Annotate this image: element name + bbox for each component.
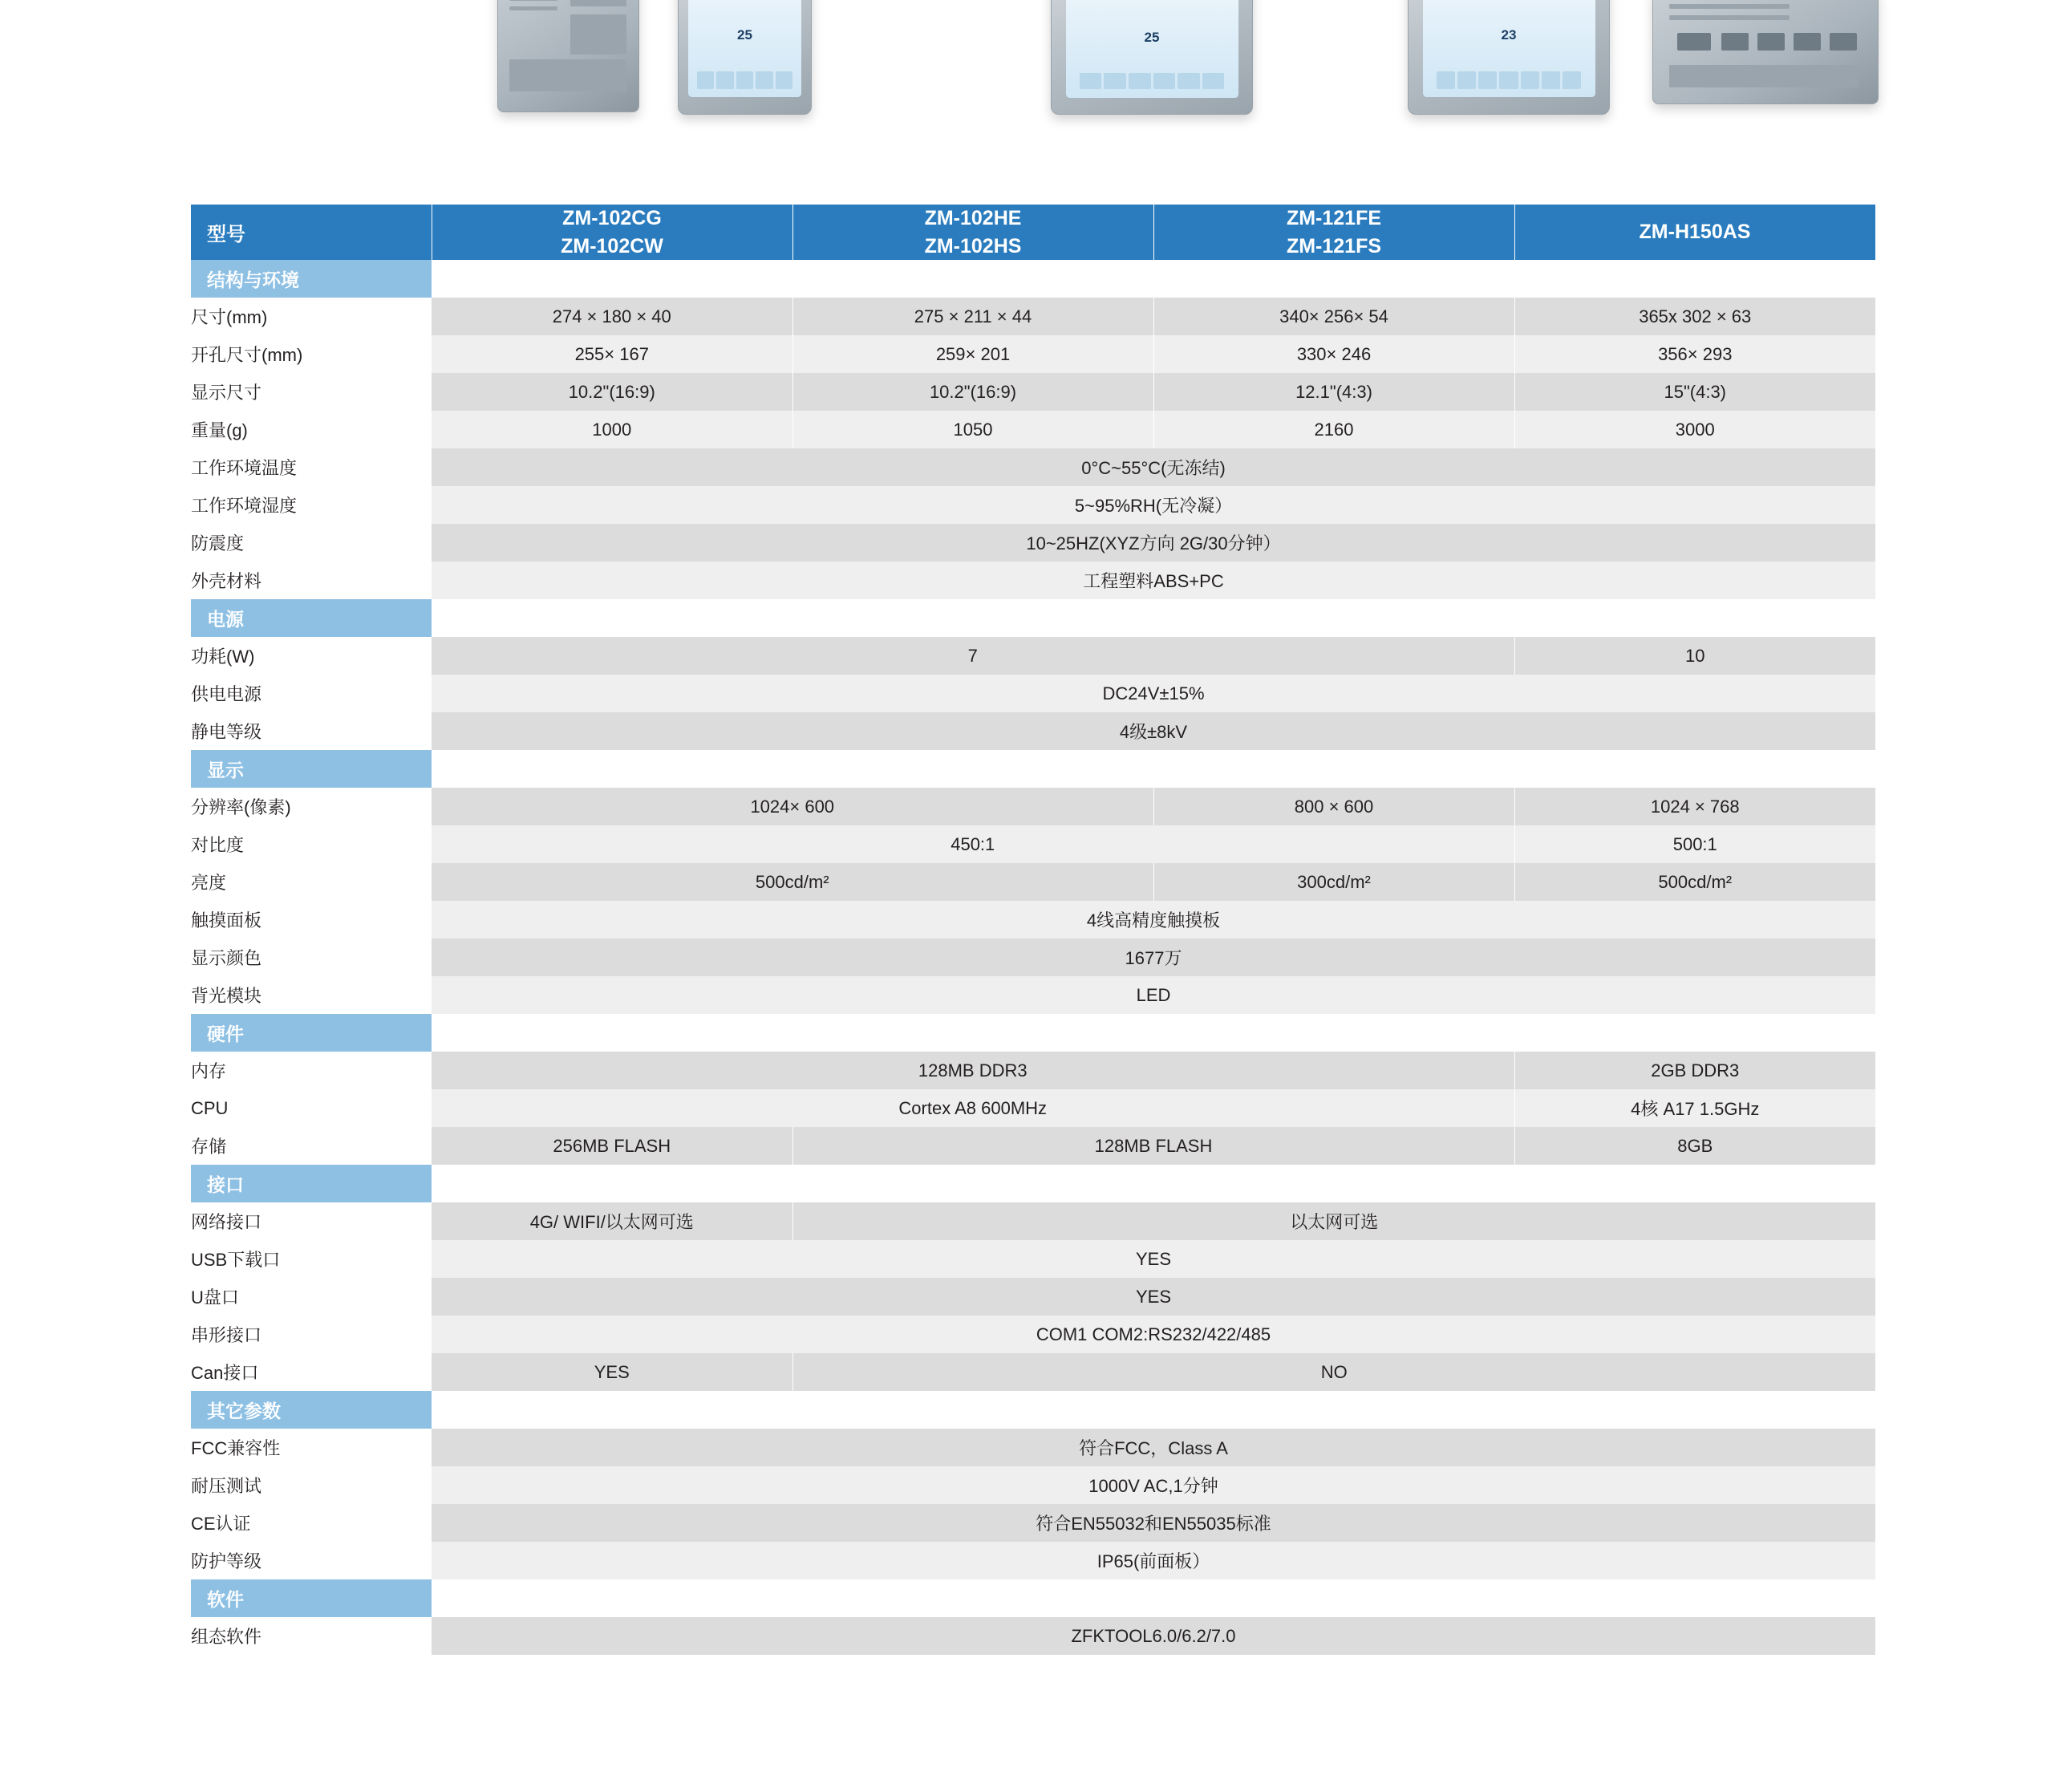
section-title: 结构与环境 bbox=[191, 260, 432, 298]
row-value bbox=[432, 825, 1514, 863]
value-text: 1024× 600 bbox=[750, 796, 835, 817]
row-value bbox=[432, 1429, 1875, 1466]
section-title: 硬件 bbox=[191, 1014, 432, 1052]
table-row bbox=[191, 901, 1875, 939]
section-header-filler bbox=[432, 1165, 1875, 1202]
table-row bbox=[191, 1240, 1875, 1278]
product-zm-102cg-back bbox=[497, 0, 639, 112]
header-model-column-3 bbox=[1153, 205, 1514, 260]
product-zm-h150as-back bbox=[1652, 0, 1879, 104]
value-text: Cortex A8 600MHz bbox=[898, 1097, 1048, 1118]
value-text: 1050 bbox=[953, 419, 993, 440]
table-header-row bbox=[191, 205, 1875, 260]
row-label: CPU bbox=[191, 1089, 432, 1127]
row-value bbox=[432, 637, 1514, 675]
value-text: 符合FCC，Class A bbox=[1079, 1438, 1228, 1458]
section-header-row bbox=[191, 1165, 1875, 1202]
table-row bbox=[191, 562, 1875, 599]
value-text: 340× 256× 54 bbox=[1279, 306, 1388, 326]
row-value bbox=[1153, 411, 1514, 448]
row-value bbox=[1514, 411, 1875, 448]
value-text: 10 bbox=[1685, 645, 1705, 666]
row-value bbox=[432, 1052, 1514, 1089]
value-text: 2GB DDR3 bbox=[1651, 1060, 1740, 1080]
table-row bbox=[191, 448, 1875, 486]
value-text: COM1 COM2:RS232/422/485 bbox=[1036, 1324, 1271, 1344]
value-text: 500cd/m² bbox=[1658, 871, 1733, 892]
row-value bbox=[432, 675, 1875, 712]
table-row bbox=[191, 373, 1875, 411]
section-header-row bbox=[191, 1014, 1875, 1052]
row-value bbox=[432, 712, 1875, 750]
value-text: 4核 A17 1.5GHz bbox=[1631, 1099, 1760, 1119]
table-row bbox=[191, 1316, 1875, 1353]
row-label: U盘口 bbox=[191, 1278, 432, 1316]
table-row bbox=[191, 1542, 1875, 1579]
value-text: 1000V AC,1分钟 bbox=[1088, 1476, 1218, 1496]
screen-temp-value: 25 bbox=[1144, 29, 1160, 45]
value-text: LED bbox=[1136, 984, 1171, 1005]
row-label: 防震度 bbox=[191, 524, 432, 562]
section-title: 接口 bbox=[191, 1165, 432, 1202]
row-value bbox=[432, 1278, 1875, 1316]
table-row bbox=[191, 976, 1875, 1014]
row-label: USB下载口 bbox=[191, 1240, 432, 1278]
row-label: 开孔尺寸(mm) bbox=[191, 335, 432, 373]
value-text: 符合EN55032和EN55035标准 bbox=[1036, 1514, 1271, 1534]
value-text: 2160 bbox=[1314, 419, 1354, 440]
screen-temp-value: 25 bbox=[737, 26, 752, 43]
table-row bbox=[191, 939, 1875, 976]
row-label: 显示尺寸 bbox=[191, 373, 432, 411]
row-value bbox=[432, 1542, 1875, 1579]
value-text: 1024 × 768 bbox=[1650, 796, 1740, 817]
value-text: 128MB FLASH bbox=[1094, 1135, 1213, 1156]
row-label: 串形接口 bbox=[191, 1316, 432, 1353]
row-label: 背光模块 bbox=[191, 976, 432, 1014]
model-name: ZM-102HS bbox=[924, 234, 1022, 257]
value-text: 以太网可选 bbox=[1290, 1212, 1379, 1232]
row-value bbox=[1153, 335, 1514, 373]
table-row bbox=[191, 411, 1875, 448]
table-row bbox=[191, 1278, 1875, 1316]
section-header-filler bbox=[432, 599, 1875, 637]
screen-temp-value: 23 bbox=[1501, 26, 1517, 43]
section-header-filler bbox=[432, 260, 1875, 298]
row-value bbox=[1153, 298, 1514, 335]
row-value bbox=[432, 1240, 1875, 1278]
row-value bbox=[792, 1353, 1875, 1391]
row-value bbox=[432, 1466, 1875, 1504]
row-label: 尺寸(mm) bbox=[191, 298, 432, 335]
value-text: YES bbox=[1135, 1248, 1172, 1269]
table-row bbox=[191, 788, 1875, 825]
value-text: 500cd/m² bbox=[755, 871, 829, 892]
row-value bbox=[792, 298, 1153, 335]
row-value bbox=[792, 1202, 1875, 1240]
value-text: 256MB FLASH bbox=[553, 1135, 671, 1156]
row-value bbox=[1514, 373, 1875, 411]
header-model-label: 型号 bbox=[191, 205, 432, 260]
row-value bbox=[432, 524, 1875, 562]
table-row bbox=[191, 637, 1875, 675]
value-text: 365x 302 × 63 bbox=[1639, 306, 1752, 326]
product-zm-102cg-front bbox=[678, 0, 812, 115]
row-value bbox=[432, 448, 1875, 486]
row-value bbox=[432, 1353, 792, 1391]
value-text: 7 bbox=[967, 645, 978, 666]
section-header-filler bbox=[432, 1014, 1875, 1052]
row-value bbox=[432, 1617, 1875, 1655]
product-image-strip bbox=[0, 0, 2047, 205]
row-label: 存储 bbox=[191, 1127, 432, 1165]
value-text: 0°C~55°C(无冻结) bbox=[1081, 458, 1226, 478]
model-name: ZM-121FE bbox=[1286, 207, 1382, 229]
table-row bbox=[191, 712, 1875, 750]
row-label: 亮度 bbox=[191, 863, 432, 901]
section-header-row bbox=[191, 260, 1875, 298]
row-label: 防护等级 bbox=[191, 1542, 432, 1579]
row-label: 供电电源 bbox=[191, 675, 432, 712]
value-text: 工程塑料ABS+PC bbox=[1083, 571, 1224, 591]
section-title: 显示 bbox=[191, 750, 432, 788]
row-label: Can接口 bbox=[191, 1353, 432, 1391]
row-label: 外壳材料 bbox=[191, 562, 432, 599]
table-row bbox=[191, 1429, 1875, 1466]
row-value bbox=[1153, 373, 1514, 411]
row-value bbox=[432, 298, 792, 335]
header-model-column-4 bbox=[1514, 205, 1875, 260]
row-value bbox=[1514, 637, 1875, 675]
value-text: 300cd/m² bbox=[1297, 871, 1371, 892]
row-value bbox=[432, 976, 1875, 1014]
value-text: 259× 201 bbox=[935, 343, 1011, 364]
value-text: 8GB bbox=[1677, 1135, 1713, 1156]
value-text: 1677万 bbox=[1125, 948, 1182, 968]
value-text: 5~95%RH(无冷凝） bbox=[1074, 496, 1233, 516]
row-label: 耐压测试 bbox=[191, 1466, 432, 1504]
row-value bbox=[1153, 863, 1514, 901]
row-value bbox=[432, 863, 1153, 901]
row-value bbox=[432, 335, 792, 373]
value-text: 500:1 bbox=[1672, 833, 1717, 854]
table-row bbox=[191, 1089, 1875, 1127]
value-text: IP65(前面板） bbox=[1096, 1551, 1210, 1571]
spec-table bbox=[191, 205, 1876, 1655]
value-text: 274 × 180 × 40 bbox=[552, 306, 671, 326]
row-value bbox=[792, 373, 1153, 411]
row-value bbox=[1514, 825, 1875, 863]
row-value bbox=[432, 1089, 1514, 1127]
section-header-row bbox=[191, 750, 1875, 788]
value-text: 12.1"(4:3) bbox=[1295, 381, 1372, 402]
row-label: 重量(g) bbox=[191, 411, 432, 448]
value-text: 275 × 211 × 44 bbox=[914, 306, 1032, 326]
table-row bbox=[191, 1504, 1875, 1542]
row-value bbox=[432, 901, 1875, 939]
row-value bbox=[432, 939, 1875, 976]
table-row bbox=[191, 335, 1875, 373]
value-text: YES bbox=[594, 1361, 630, 1382]
row-value bbox=[432, 1202, 792, 1240]
row-value bbox=[1153, 788, 1514, 825]
spec-table-wrapper bbox=[191, 205, 1875, 1655]
table-row bbox=[191, 825, 1875, 863]
row-value bbox=[432, 562, 1875, 599]
section-title: 其它参数 bbox=[191, 1391, 432, 1429]
model-name: ZM-H150AS bbox=[1639, 221, 1751, 244]
table-row bbox=[191, 1353, 1875, 1391]
row-value bbox=[432, 373, 792, 411]
table-row bbox=[191, 1052, 1875, 1089]
row-label: 显示颜色 bbox=[191, 939, 432, 976]
model-name: ZM-121FS bbox=[1286, 234, 1382, 257]
value-text: 356× 293 bbox=[1658, 343, 1733, 364]
row-label: 对比度 bbox=[191, 825, 432, 863]
row-label: 功耗(W) bbox=[191, 637, 432, 675]
value-text: YES bbox=[1135, 1286, 1172, 1307]
row-value bbox=[432, 486, 1875, 524]
row-value bbox=[1514, 335, 1875, 373]
row-value bbox=[432, 1127, 792, 1165]
value-text: 330× 246 bbox=[1296, 343, 1372, 364]
row-value bbox=[432, 411, 792, 448]
section-header-filler bbox=[432, 750, 1875, 788]
value-text: DC24V±15% bbox=[1102, 683, 1205, 703]
value-text: 3000 bbox=[1675, 419, 1715, 440]
section-title: 软件 bbox=[191, 1579, 432, 1617]
value-text: 10.2"(16:9) bbox=[929, 381, 1017, 402]
row-value bbox=[432, 1316, 1875, 1353]
row-label: FCC兼容性 bbox=[191, 1429, 432, 1466]
section-header-row bbox=[191, 1579, 1875, 1617]
product-zm-121fe-front bbox=[1408, 0, 1610, 115]
value-text: ZFKTOOL6.0/6.2/7.0 bbox=[1071, 1625, 1236, 1646]
row-value bbox=[792, 1127, 1514, 1165]
row-value bbox=[432, 1504, 1875, 1542]
row-value bbox=[1514, 863, 1875, 901]
table-row bbox=[191, 298, 1875, 335]
section-title: 电源 bbox=[191, 599, 432, 637]
row-label: 触摸面板 bbox=[191, 901, 432, 939]
model-name: ZM-102CG bbox=[562, 207, 662, 229]
value-text: 255× 167 bbox=[574, 343, 649, 364]
table-row bbox=[191, 1466, 1875, 1504]
product-zm-102he-front bbox=[1051, 0, 1253, 115]
row-value bbox=[432, 788, 1153, 825]
section-header-row bbox=[191, 599, 1875, 637]
table-row bbox=[191, 1127, 1875, 1165]
value-text: NO bbox=[1320, 1361, 1348, 1382]
value-text: 15"(4:3) bbox=[1664, 381, 1726, 402]
row-label: CE认证 bbox=[191, 1504, 432, 1542]
value-text: 1000 bbox=[592, 419, 632, 440]
section-header-filler bbox=[432, 1579, 1875, 1617]
row-value bbox=[792, 335, 1153, 373]
row-label: 静电等级 bbox=[191, 712, 432, 750]
row-value bbox=[1514, 1127, 1875, 1165]
section-header-filler bbox=[432, 1391, 1875, 1429]
value-text: 800 × 600 bbox=[1294, 796, 1374, 817]
value-text: 4G/ WIFI/以太网可选 bbox=[529, 1212, 694, 1232]
table-row bbox=[191, 486, 1875, 524]
row-label: 分辨率(像素) bbox=[191, 788, 432, 825]
row-value bbox=[1514, 1089, 1875, 1127]
row-value bbox=[1514, 298, 1875, 335]
row-value bbox=[792, 411, 1153, 448]
table-row bbox=[191, 524, 1875, 562]
row-value bbox=[1514, 1052, 1875, 1089]
model-name: ZM-102HE bbox=[924, 207, 1022, 229]
value-text: 10~25HZ(XYZ方向 2G/30分钟） bbox=[1026, 533, 1281, 553]
row-label: 工作环境湿度 bbox=[191, 486, 432, 524]
table-row bbox=[191, 1617, 1875, 1655]
value-text: 10.2"(16:9) bbox=[568, 381, 655, 402]
row-label: 内存 bbox=[191, 1052, 432, 1089]
value-text: 128MB DDR3 bbox=[918, 1060, 1028, 1080]
header-model-column-1 bbox=[432, 205, 792, 260]
value-text: 4级±8kV bbox=[1119, 722, 1188, 742]
row-label: 组态软件 bbox=[191, 1617, 432, 1655]
row-label: 网络接口 bbox=[191, 1202, 432, 1240]
section-header-row bbox=[191, 1391, 1875, 1429]
header-model-column-2 bbox=[792, 205, 1153, 260]
model-name: ZM-102CW bbox=[561, 234, 663, 257]
row-value bbox=[1514, 788, 1875, 825]
row-label: 工作环境温度 bbox=[191, 448, 432, 486]
table-row bbox=[191, 675, 1875, 712]
table-row bbox=[191, 1202, 1875, 1240]
table-row bbox=[191, 863, 1875, 901]
value-text: 450:1 bbox=[951, 833, 995, 854]
value-text: 4线高精度触摸板 bbox=[1086, 910, 1221, 930]
